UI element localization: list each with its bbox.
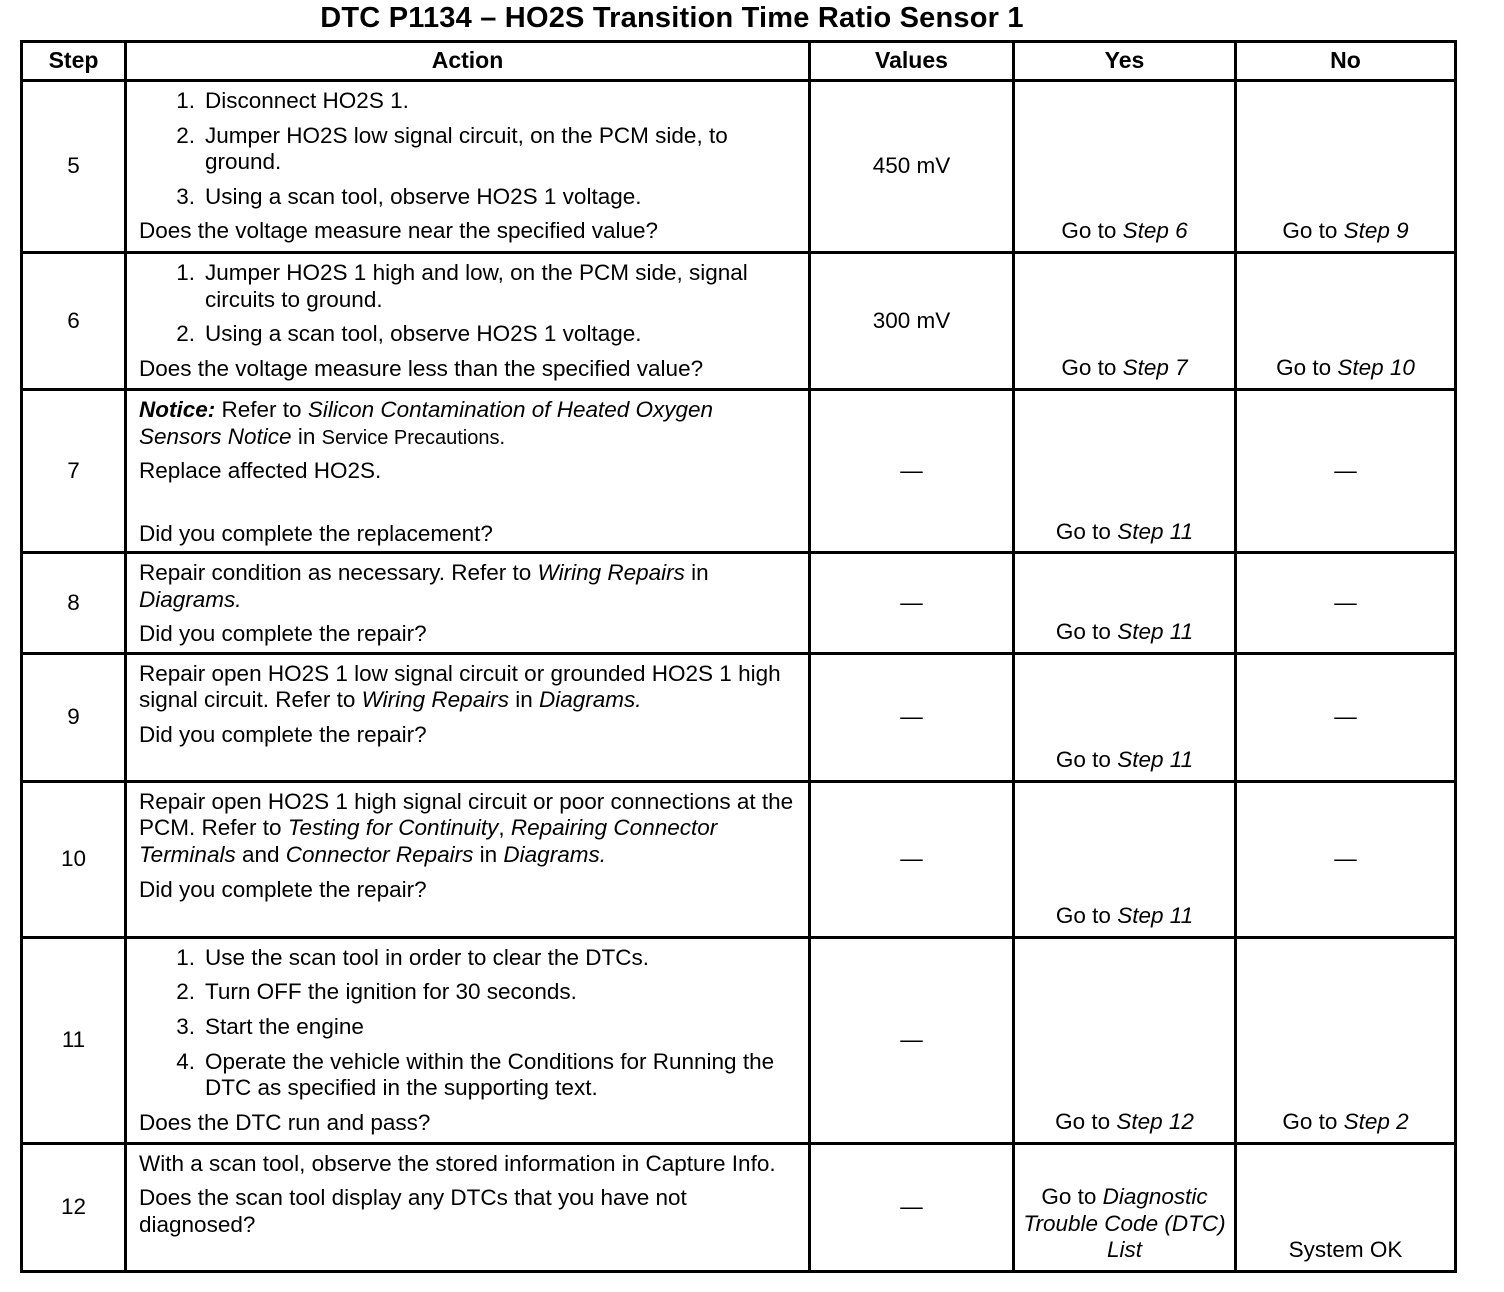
no-cell: Go to Step 10 xyxy=(1236,253,1456,390)
action-item: Start the engine xyxy=(205,1013,364,1039)
header-action: Action xyxy=(126,42,810,81)
value-cell: — xyxy=(810,1143,1014,1271)
action-item: Operate the vehicle within the Conditions for Running the DTC as specified in the supporting text. xyxy=(205,1048,775,1101)
value-cell: — xyxy=(810,937,1014,1143)
no-cell: — xyxy=(1236,553,1456,654)
action-item: Use the scan tool in order to clear the DTCs. xyxy=(205,944,649,970)
action-item: Disconnect HO2S 1. xyxy=(205,88,409,113)
action-cell xyxy=(126,390,810,553)
action-item: Using a scan tool, observe HO2S 1 voltage. xyxy=(205,321,642,347)
step-number: 7 xyxy=(22,390,126,553)
header-no: No xyxy=(1236,42,1456,81)
table-row xyxy=(22,937,1456,1143)
yes-cell: Go to Step 7 xyxy=(1014,253,1236,390)
step-number: 10 xyxy=(22,781,126,937)
yes-cell: Go to Step 6 xyxy=(1014,81,1236,253)
action-question: Did you complete the repair? xyxy=(139,621,427,647)
no-cell: Go to Step 9 xyxy=(1236,81,1456,253)
action-cell xyxy=(126,653,810,781)
table-row xyxy=(22,1143,1456,1271)
step-number: 8 xyxy=(22,553,126,654)
table-row xyxy=(22,781,1456,937)
action-instruction: Repair condition as necessary. Refer to Wiring Repairs in Diagrams. xyxy=(139,560,709,612)
value-cell: — xyxy=(810,553,1014,654)
yes-cell: Go to Step 11 xyxy=(1014,653,1236,781)
action-instruction: With a scan tool, observe the stored information in Capture Info. xyxy=(139,1150,776,1176)
action-instruction: Repair open HO2S 1 high signal circuit or poor connections at the PCM. Refer to Testing for Continuity, Repairing Connector Terminals and Connector Repairs in Diagrams. xyxy=(139,788,794,867)
action-instruction: Replace affected HO2S. xyxy=(139,458,382,484)
table-row xyxy=(22,253,1456,390)
step-number: 12 xyxy=(22,1143,126,1271)
action-item: Jumper HO2S low signal circuit, on the PCM side, to ground. xyxy=(205,122,728,175)
header-yes: Yes xyxy=(1014,42,1236,81)
value-cell: — xyxy=(810,781,1014,937)
action-question: Does the scan tool display any DTCs that you have not diagnosed? xyxy=(139,1185,687,1237)
no-cell: — xyxy=(1236,781,1456,937)
table-row xyxy=(22,653,1456,781)
yes-cell: Go to Step 11 xyxy=(1014,390,1236,553)
no-cell: — xyxy=(1236,390,1456,553)
action-instruction: Repair open HO2S 1 low signal circuit or grounded HO2S 1 high signal circuit. Refer to Wiring Repairs in Diagrams. xyxy=(139,660,781,713)
value-cell: — xyxy=(810,653,1014,781)
value-cell: 450 mV xyxy=(810,81,1014,253)
header-step: Step xyxy=(22,42,126,81)
action-question: Does the DTC run and pass? xyxy=(139,1109,431,1135)
action-question: Does the voltage measure less than the specified value? xyxy=(139,355,704,381)
step-number: 9 xyxy=(22,653,126,781)
action-cell: 1. Disconnect HO2S 1. 2. Jumper HO2S low signal circuit, on the PCM side, to ground. 3. Using a scan tool, observe HO2S 1 voltage. Does the voltage measure near the specified value? xyxy=(126,81,810,253)
action-question: Does the voltage measure near the specified value? xyxy=(139,218,659,244)
no-cell: Go to Step 2 xyxy=(1236,937,1456,1143)
action-cell: 1. Use the scan tool in order to clear the DTCs. 2. Turn OFF the ignition for 30 seconds. 3. Start the engine 4. Operate the vehicle within the Conditions for Running the DTC as specified in the supporting text. Does the DTC run and pass? xyxy=(126,937,810,1143)
action-item: Turn OFF the ignition for 30 seconds. xyxy=(205,979,577,1005)
action-item: Using a scan tool, observe HO2S 1 voltage. xyxy=(205,183,642,209)
value-cell: 300 mV xyxy=(810,253,1014,390)
action-question: Did you complete the repair? xyxy=(139,721,427,747)
step-number: 6 xyxy=(22,253,126,390)
yes-cell: Go to Step 11 xyxy=(1014,553,1236,654)
action-cell: 1. Jumper HO2S 1 high and low, on the PCM side, signal circuits to ground. 2. Using a scan tool, observe HO2S 1 voltage. Does the voltage measure less than the specified value? xyxy=(126,253,810,390)
action-cell xyxy=(126,553,810,654)
yes-cell: Go to Step 11 xyxy=(1014,781,1236,937)
no-cell: — xyxy=(1236,653,1456,781)
action-question: Did you complete the replacement? xyxy=(139,520,493,546)
step-number: 11 xyxy=(22,937,126,1143)
action-item: Jumper HO2S 1 high and low, on the PCM side, signal circuits to ground. xyxy=(205,260,748,312)
yes-cell: Go to Diagnostic Trouble Code (DTC) List xyxy=(1014,1143,1236,1271)
action-cell xyxy=(126,781,810,937)
page-title: DTC P1134 – HO2S Transition Time Ratio Sensor 1 xyxy=(320,2,1024,34)
header-row xyxy=(22,42,1456,81)
value-cell: — xyxy=(810,390,1014,553)
diagnostic-table xyxy=(20,40,1457,1273)
action-question: Did you complete the repair? xyxy=(139,876,427,902)
table-row xyxy=(22,553,1456,654)
table-row xyxy=(22,390,1456,553)
no-cell: System OK xyxy=(1236,1143,1456,1271)
table-row xyxy=(22,81,1456,253)
action-cell xyxy=(126,1143,810,1271)
header-values: Values xyxy=(810,42,1014,81)
notice-text: Notice: Refer to Silicon Contamination of Heated Oxygen Sensors Notice in Service Precautions. xyxy=(139,397,714,449)
step-number: 5 xyxy=(22,81,126,253)
yes-cell: Go to Step 12 xyxy=(1014,937,1236,1143)
